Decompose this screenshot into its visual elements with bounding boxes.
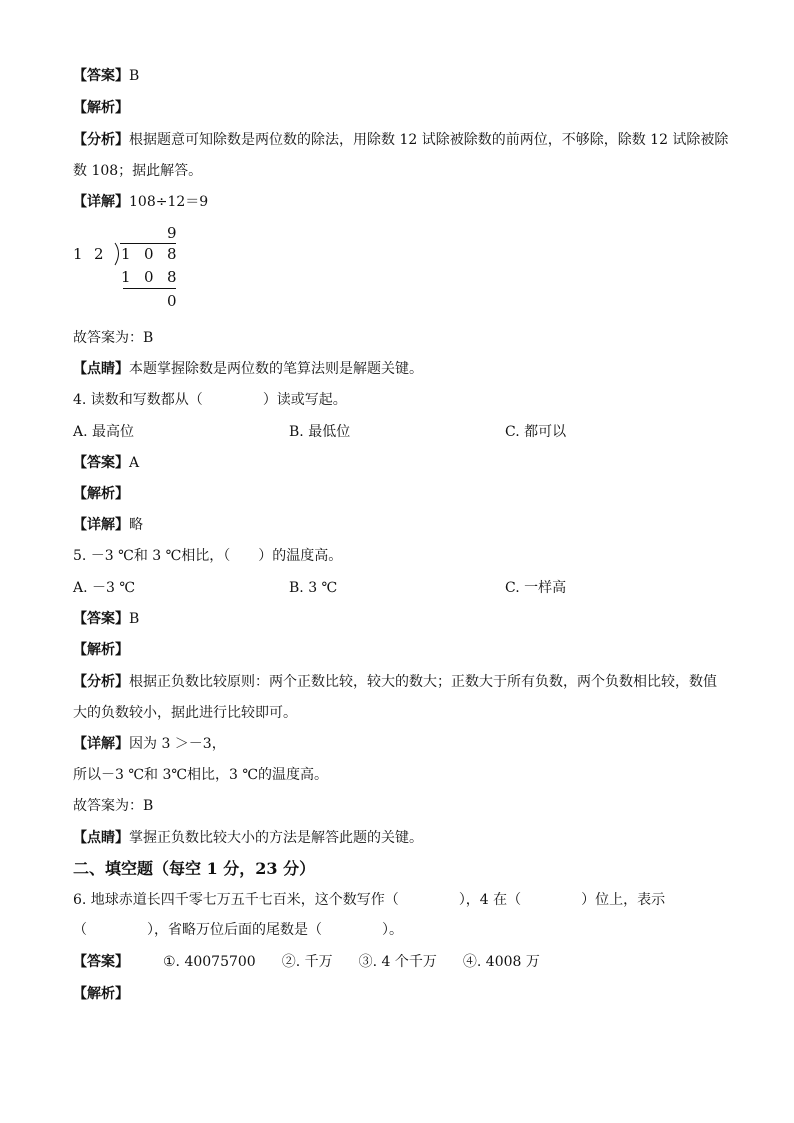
stem-part: ）。 [382, 922, 403, 938]
answer-part: ④. 4008 万 [462, 954, 540, 970]
option-c: C. 都可以 [505, 424, 567, 440]
xiangjie-text: 108÷12＝9 [129, 194, 209, 210]
fenxi-line-1 [73, 672, 717, 692]
answer-part: ①. 40075700 [163, 954, 256, 970]
xiangjie-label: 【详解】 [73, 736, 129, 752]
analysis-label: 【解析】 [73, 986, 129, 1002]
option-a: A. －3 ℃ [73, 580, 136, 596]
dividend-digit: 8 [167, 245, 177, 263]
question-6-stem-line-2 [73, 920, 403, 940]
analysis-label: 【解析】 [73, 100, 129, 116]
fenxi-label: 【分析】 [73, 674, 129, 690]
answer-value: A [129, 455, 140, 471]
answer-line [73, 952, 566, 972]
product-digit: 8 [167, 268, 177, 286]
answer-label: 【答案】 [73, 68, 129, 84]
quotient-digit: 9 [167, 224, 177, 242]
xiangjie-line [73, 734, 226, 754]
analysis-label: 【解析】 [73, 642, 129, 658]
answer-line [73, 66, 139, 86]
xiangjie-label: 【详解】 [73, 517, 129, 533]
answer-line [73, 453, 139, 473]
dianjing-label: 【点睛】 [73, 361, 129, 377]
dividend-digit: 0 [144, 245, 154, 263]
fenxi-text: 根据正负数比较原则：两个正数比较，较大的数大；正数大于所有负数，两个负数相比较，数值 [129, 674, 717, 690]
answer-label: 【答案】 [73, 611, 129, 627]
so-line: 所以－3 ℃和 3℃相比，3 ℃的温度高。 [73, 767, 329, 783]
xiangjie-line [73, 515, 143, 535]
xiangjie-label: 【详解】 [73, 194, 129, 210]
divisor-digit: 2 [94, 245, 104, 263]
option-b: B. 3 ℃ [289, 580, 338, 596]
section-heading: 二、填空题（每空 1 分，23 分） [73, 859, 316, 878]
analysis-label: 【解析】 [73, 486, 129, 502]
option-c: C. 一样高 [505, 580, 567, 596]
stem-part: ）位上，表示 [581, 892, 666, 908]
stem-part: 6. 地球赤道长四千零七万五千七百米，这个数写作（ [73, 892, 399, 908]
stem-part: ），省略万位后面的尾数是（ [147, 922, 322, 938]
divisor-digit: 1 [73, 245, 83, 263]
stem-part: 4. 读数和写数都从（ [73, 392, 203, 408]
product-digit: 0 [144, 268, 154, 286]
question-6-stem-line-1 [73, 890, 665, 910]
answer-value: B [129, 68, 140, 84]
fenxi-label: 【分析】 [73, 132, 129, 148]
answer-line [73, 609, 139, 629]
dividend-digit: 1 [121, 245, 131, 263]
conclusion-line: 故答案为：B [73, 330, 154, 346]
question-4-stem [73, 390, 347, 410]
answer-value: B [129, 611, 140, 627]
stem-part: ），4 在（ [458, 892, 522, 908]
fenxi-line-2: 大的负数较小，据此进行比较即可。 [73, 705, 297, 721]
answer-part: ②. 千万 [281, 954, 333, 970]
fenxi-text: 根据题意可知除数是两位数的除法，用除数 12 试除被除数的前两位，不够除，除数 12 试除被除 [129, 132, 729, 148]
dianjing-line [73, 359, 423, 379]
conclusion-line: 故答案为：B [73, 798, 154, 814]
xiangjie-line [73, 192, 208, 212]
option-b: B. 最低位 [289, 424, 351, 440]
product-digit: 1 [121, 268, 131, 286]
dianjing-text: 掌握正负数比较大小的方法是解答此题的关键。 [129, 830, 423, 846]
option-a: A. 最高位 [73, 424, 135, 440]
dianjing-label: 【点睛】 [73, 830, 129, 846]
xiangjie-text: 略 [129, 517, 143, 533]
answer-label: 【答案】 [73, 954, 129, 970]
answer-part: ③. 4 个千万 [358, 954, 437, 970]
question-5-stem: 5. －3 ℃和 3 ℃相比，（ ）的温度高。 [73, 548, 343, 564]
fenxi-line-1 [73, 130, 728, 150]
division-bar [120, 243, 176, 244]
xiangjie-text: 因为 3 ＞－3， [129, 736, 226, 752]
subtraction-bar [123, 288, 176, 289]
dianjing-line [73, 828, 423, 848]
fenxi-line-2: 数 108；据此解答。 [73, 163, 203, 179]
dianjing-text: 本题掌握除数是两位数的笔算法则是解题关键。 [129, 361, 423, 377]
stem-part: （ [73, 922, 87, 938]
answer-label: 【答案】 [73, 455, 129, 471]
remainder-digit: 0 [167, 292, 177, 310]
stem-part: ）读或写起。 [262, 392, 347, 408]
